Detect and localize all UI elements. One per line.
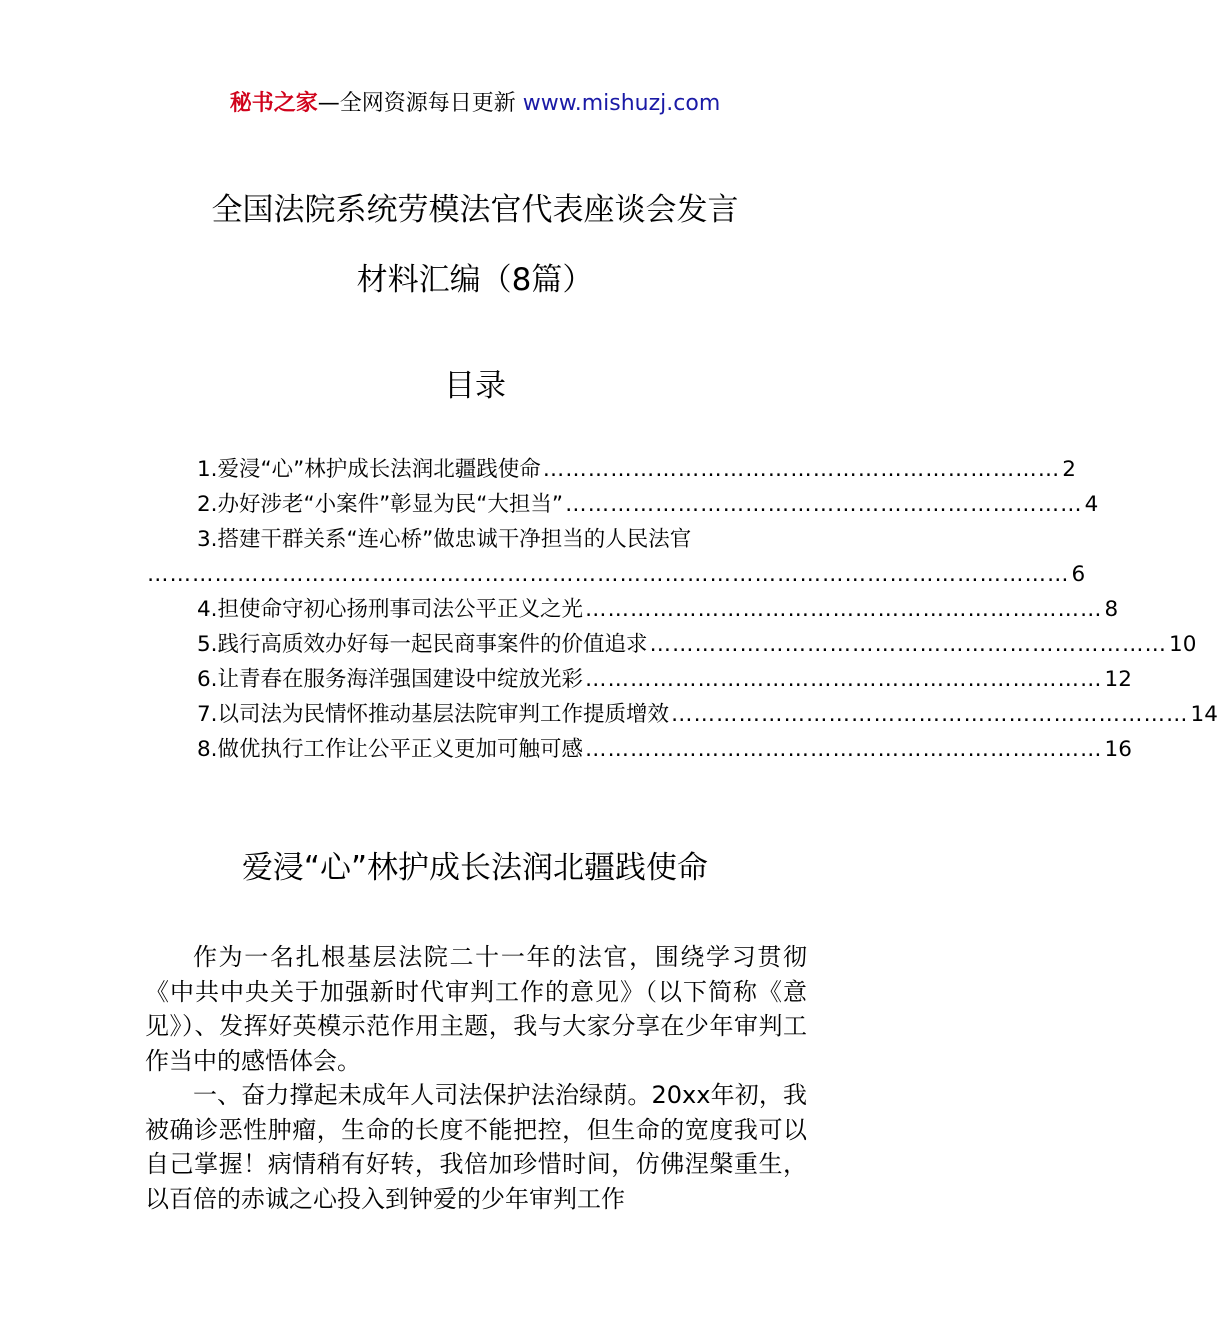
toc-entry-page: 16 [1104, 737, 1132, 762]
toc-entry-6[interactable] [145, 662, 1132, 697]
toc-entry-page: 14 [1190, 702, 1218, 727]
toc-entry-8[interactable] [145, 732, 1132, 767]
toc-entry-5[interactable] [145, 627, 1197, 662]
toc-leader-dots: …………………………………………………………… [585, 667, 1103, 692]
toc-leader-dots: …………………………………………………………… [565, 492, 1083, 517]
toc-leader-dots: …………………………………………………………… [671, 702, 1189, 727]
toc-entry-2[interactable] [145, 487, 1099, 522]
section-body [145, 940, 807, 1216]
brand-name: 秘书之家 [229, 91, 318, 116]
toc-entry-4[interactable] [145, 592, 1119, 627]
toc-leader-dots: …………………………………………………………………………………………………………… [147, 562, 1070, 587]
toc-leader-dots: …………………………………………………………… [585, 737, 1103, 762]
site-banner [0, 88, 950, 120]
toc-entry-page: 2 [1062, 457, 1076, 482]
toc-entry-1[interactable] [145, 452, 1076, 487]
banner-tagline: —全网资源每日更新 [317, 91, 523, 116]
body-paragraph: 一、奋力撑起未成年人司法保护法治绿荫。20xx年初，我被确诊恶性肿瘤，生命的长度不能把控，但生命的宽度我可以自己掌握！病情稍有好转，我倍加珍惜时间，仿佛涅槃重生，以百倍的赤诚之心投入到钟爱的少年审判工作 [145, 1081, 807, 1213]
toc-entry-title: 3.搭建干群关系“连心桥”做忠诚干净担当的人民法官 [197, 527, 692, 552]
toc-entry-page: 10 [1169, 632, 1197, 657]
body-paragraph: 作为一名扎根基层法院二十一年的法官，围绕学习贯彻《中共中央关于加强新时代审判工作的意见》（以下简称《意见》）、发挥好英模示范作用主题，我与大家分享在少年审判工作当中的感悟体会。 [145, 943, 807, 1075]
toc-entry-page: 8 [1104, 597, 1119, 622]
toc-heading: 目录 [444, 368, 506, 404]
toc-entry-title: 2.办好涉老“小案件”彰显为民“大担当” [197, 492, 564, 517]
toc-entry-title: 8.做优执行工作让公平正义更加可触可感 [197, 737, 584, 762]
toc-entry-title: 1.爱浸“心”林护成长法润北疆践使命 [197, 457, 541, 482]
table-of-contents [145, 452, 1218, 767]
site-url-link[interactable]: www.mishuzj.com [522, 91, 721, 116]
toc-leader-dots: …………………………………………………………… [649, 632, 1168, 657]
toc-entry-page: 6 [1071, 562, 1086, 587]
toc-entry-page: 4 [1084, 492, 1099, 517]
document-title-line-2: 材料汇编（8篇） [356, 262, 594, 298]
document-title-line-1: 全国法院系统劳模法官代表座谈会发言 [211, 192, 739, 228]
toc-leader-dots: …………………………………………………………… [585, 597, 1103, 622]
toc-entry-3-continuation[interactable] [145, 557, 1086, 592]
toc-entry-7[interactable] [145, 697, 1218, 732]
toc-entry-title: 6.让青春在服务海洋强国建设中绽放光彩 [197, 667, 584, 692]
toc-entry-3[interactable] [145, 522, 807, 557]
section-heading: 爱浸“心”林护成长法润北疆践使命 [241, 850, 709, 886]
toc-entry-title: 5.践行高质效办好每一起民商事案件的价值追求 [197, 632, 648, 657]
toc-entry-title: 7.以司法为民情怀推动基层法院审判工作提质增效 [197, 702, 670, 727]
toc-entry-page: 12 [1104, 667, 1132, 692]
toc-entry-title: 4.担使命守初心扬刑事司法公平正义之光 [197, 597, 584, 622]
toc-leader-dots: …………………………………………………………… [542, 457, 1061, 482]
